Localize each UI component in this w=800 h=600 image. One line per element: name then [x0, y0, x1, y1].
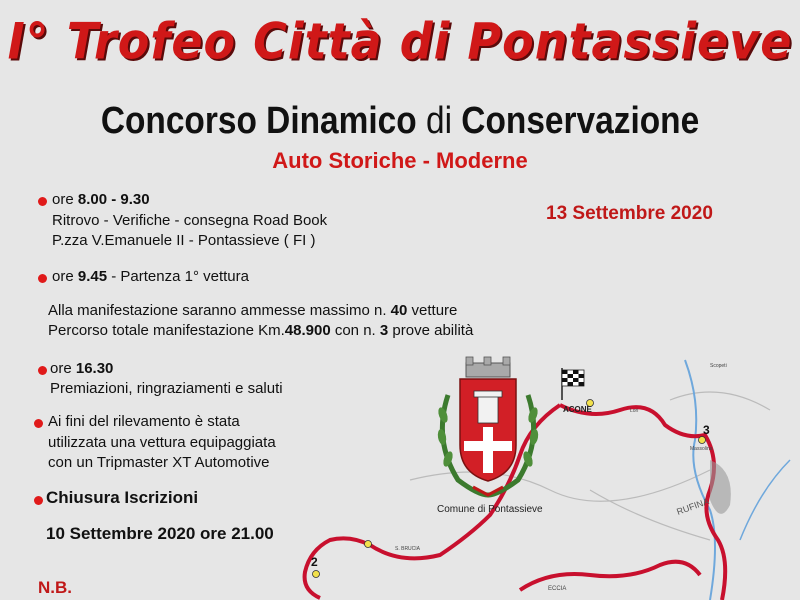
item1-line3: P.zza V.Emanuele II - Pontassieve ( FI ) — [52, 232, 316, 249]
map-label-scopeti: Scopeti — [710, 363, 727, 369]
bullet-icon — [38, 274, 47, 283]
item2-time: 9.45 — [77, 268, 108, 285]
map-label-bruccia: S. BRUCIA — [395, 546, 421, 552]
item4-line1: Ai fini del rilevamento è stata — [48, 413, 240, 430]
subtitle-part-a: Concorso Dinamico — [100, 100, 417, 142]
info2-km: 48.900 — [284, 322, 331, 339]
schedule-item-1 — [52, 190, 150, 210]
info-line-2 — [48, 321, 473, 341]
map-label-2: 2 — [311, 555, 318, 569]
item4-line2: utilizzata una vettura equipaggiata — [48, 434, 276, 451]
subtitle-part-b: Conservazione — [461, 100, 700, 142]
bullet-icon — [34, 496, 43, 505]
event-title: I° Trofeo Città di Pontassieve — [7, 11, 793, 71]
map-label-lori: Lori — [630, 408, 639, 414]
item2-prefix: ore — [52, 268, 74, 285]
info-line-1 — [48, 301, 457, 321]
item2-suffix: - Partenza 1° vettura — [111, 268, 249, 285]
item4-line3: con un Tripmaster XT Automotive — [48, 454, 270, 471]
map-label-eccia: ECCIA — [548, 586, 567, 592]
crest-caption: Comune di Pontassieve — [437, 504, 543, 515]
bullet-icon — [38, 366, 47, 375]
item3-time: 16.30 — [75, 360, 114, 377]
map-label-rufina: RUFINA — [675, 496, 711, 517]
closing-title: Chiusura Iscrizioni — [46, 488, 199, 507]
event-subtitle — [48, 100, 752, 143]
subtitle-di: di — [425, 100, 453, 142]
schedule-item-3 — [50, 359, 113, 379]
event-category: Auto Storiche - Moderne — [272, 148, 528, 173]
info2-suffix: prove abilità — [392, 322, 474, 339]
event-date: 13 Settembre 2020 — [546, 203, 713, 224]
info1-number: 40 — [390, 302, 408, 319]
nb-label: N.B. — [38, 578, 72, 597]
closing-date: 10 Settembre 2020 ore 21.00 — [46, 524, 274, 543]
map-label-massolina: Massolina — [690, 446, 713, 452]
checkered-flag-icon — [562, 368, 584, 400]
bullet-icon — [38, 197, 47, 206]
item1-line2: Ritrovo - Verifiche - consegna Road Book — [52, 212, 328, 229]
bullet-icon — [34, 419, 43, 428]
info1-suffix: vetture — [411, 302, 458, 319]
item3-prefix: ore — [50, 360, 72, 377]
item1-prefix: ore — [52, 191, 74, 208]
info2-number: 3 — [379, 322, 389, 339]
info2-text: Percorso totale manifestazione Km. — [48, 322, 285, 339]
info2-mid: con n. — [334, 322, 376, 339]
schedule-item-2 — [52, 267, 249, 287]
item1-time: 8.00 - 9.30 — [77, 191, 150, 208]
item3-line2: Premiazioni, ringraziamenti e saluti — [50, 380, 283, 397]
info1-text: Alla manifestazione saranno ammesse massimo n. — [48, 302, 387, 319]
map-label-3: 3 — [703, 423, 710, 437]
map-label-acone: ACONE — [563, 405, 592, 414]
town-crest-icon — [428, 355, 548, 505]
